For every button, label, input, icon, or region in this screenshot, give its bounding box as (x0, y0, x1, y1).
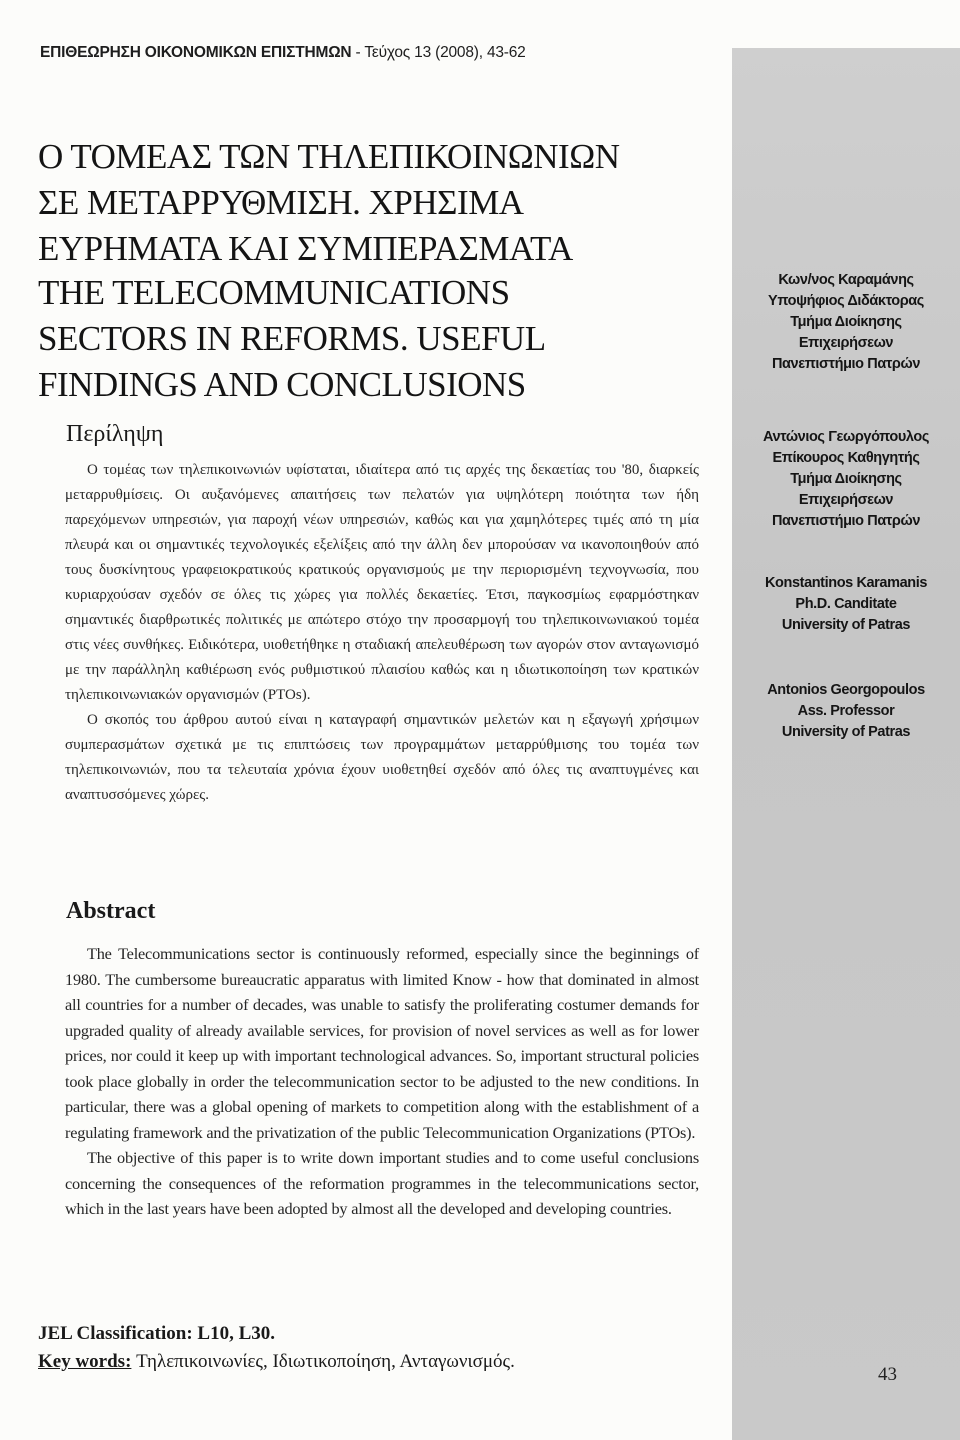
journal-issue: - Τεύχος 13 (2008), 43-62 (351, 44, 526, 61)
abstract-body (65, 941, 699, 1222)
author-position: Ass. Professor (797, 703, 895, 719)
title-english-line: FINDINGS AND CONCLUSIONS (38, 365, 526, 404)
author-university: University of Patras (781, 617, 911, 633)
author2-english-affiliation (732, 680, 960, 743)
author-department: Τμήμα Διοίκησης (790, 471, 902, 487)
title-english-line: THE TELECOMMUNICATIONS (38, 273, 510, 312)
title-english-line: SECTORS IN REFORMS. USEFUL (38, 319, 546, 358)
journal-header (40, 44, 526, 62)
summary-paragraph: Ο σκοπός του άρθρου αυτού είναι η καταγραφή σημαντικών μελετών και η εξαγωγή χρήσιμων συμπερασμάτων σχετικά με τις επιπτώσεις των προγραμμάτων μεταρρύθμισης του τομέα των τηλεπικοινωνιών, που τα τελευταία χρόνια έχουν υιοθετηθεί σχεδόν από όλες τις αναπτυγμένες και αναπτυσσόμενες χώρες. (65, 712, 699, 803)
keywords-label: Key words: (38, 1351, 132, 1372)
author2-greek-affiliation (732, 427, 960, 532)
title-greek-line: ΕΥΡΗΜΑΤΑ ΚΑΙ ΣΥΜΠΕΡΑΣΜΑΤΑ (38, 229, 573, 268)
journal-name: ΕΠΙΘΕΩΡΗΣΗ ΟΙΚΟΝΟΜΙΚΩΝ ΕΠΙΣΤΗΜΩΝ (40, 44, 352, 61)
summary-body (65, 458, 699, 808)
title-greek-line: Ο ΤΟΜΕΑΣ ΤΩΝ ΤΗΛΕΠΙΚΟΙΝΩΝΙΩΝ (38, 137, 620, 176)
abstract-paragraph: The Telecommunications sector is continuously reformed, especially since the beginnings of 1980. The cumbersome bureaucratic apparatus with limited Know - how that dominated in almost all countries for a number of decades, was unable to satisfy the proliferating costumer demands for upgraded quality of already available services, for provision of novel services as well as for lower prices, nor could it keep up with important technological advances. So, important structural policies took place globally in order the telecommunication sector to be adjusted to the new conditions. In particular, there was a global opening of markets to competition along with the establishment of a regulating framework and the privatization of the public Telecommunication Organizations (PTOs). (65, 944, 699, 1142)
summary-heading: Περίληψη (66, 421, 164, 447)
author-position: Ph.D. Canditate (795, 596, 897, 612)
author-department: Τμήμα Διοίκησης (790, 314, 902, 330)
author-name: Κων/νος Καραμάνης (778, 272, 914, 288)
author-name: Antonios Georgopoulos (767, 682, 925, 698)
author-name: Αντώνιος Γεωργόπουλος (762, 429, 930, 445)
keywords (38, 1351, 515, 1373)
abstract-paragraph: The objective of this paper is to write down important studies and to come useful conclusions concerning the consequences of the reformation programmes in the telecommunications sector, which in the last years have been adopted by almost all the developed and developing countries. (65, 1148, 699, 1218)
author-position: Υποψήφιος Διδάκτορας (768, 293, 924, 309)
page-number: 43 (878, 1364, 897, 1385)
title-english (38, 270, 728, 408)
author-university: University of Patras (781, 724, 911, 740)
author1-english-affiliation (732, 573, 960, 636)
summary-paragraph: Ο τομέας των τηλεπικοινωνιών υφίσταται, ιδιαίτερα από τις αρχές της δεκαετίας του '80, διαρκείς μεταρρυθμίσεις. Οι αυξανόμενες απαιτήσεις των πελατών για υψηλότερη ποιότητα των ήδη παρεχόμενων υπηρεσιών, για παροχή νέων υπηρεσιών, καθώς και για χαμηλότερες τιμές από τη μία πλευρά και οι σημαντικές τεχνολογικές εξελίξεις από την άλλη δεν μπορούσαν να ικανοποιηθούν από τους δυσκίνητους γραφειοκρατικούς κρατικούς οργανισμούς με την περιορισμένη τεχνογνωσία, που κυριαρχούσαν σχεδόν σε όλες τις χώρες για πολλές δεκαετίες. Έτσι, παγκοσμίως εφαρμόστηκαν σημαντικές διαρθρωτικές πολιτικές με απώτερο στόχο την προσαρμογή του τηλεπικοινωνιακού τομέα στις νέες συνθήκες. Ειδικότερα, υιοθετήθηκε η σταδιακή απελευθέρωση των αγορών στον ανταγωνισμό με την παράλληλη καθιέρωση ενός ρυθμιστικού πλαισίου καθώς και η ιδιωτικοποίηση των κρατικών τηλεπικοινωνιακών οργανισμών (PTOs). (65, 462, 699, 703)
author1-greek-affiliation (732, 270, 960, 375)
title-greek (38, 134, 728, 272)
author-position: Επίκουρος Καθηγητής (772, 450, 920, 466)
author-university: Πανεπιστήμιο Πατρών (771, 356, 921, 372)
keywords-text: Τηλεπικοινωνίες, Ιδιωτικοποίηση, Ανταγωνισμός. (131, 1351, 515, 1372)
author-department: Επιχειρήσεων (798, 335, 894, 351)
author-sidebar (732, 48, 960, 1440)
author-university: Πανεπιστήμιο Πατρών (771, 513, 921, 529)
title-greek-line: ΣΕ ΜΕΤΑΡΡΥΘΜΙΣΗ. ΧΡΗΣΙΜΑ (38, 183, 524, 222)
author-department: Επιχειρήσεων (798, 492, 894, 508)
abstract-heading: Abstract (66, 898, 156, 924)
jel-classification: JEL Classification: L10, L30. (38, 1323, 275, 1344)
author-name: Konstantinos Karamanis (764, 575, 927, 591)
